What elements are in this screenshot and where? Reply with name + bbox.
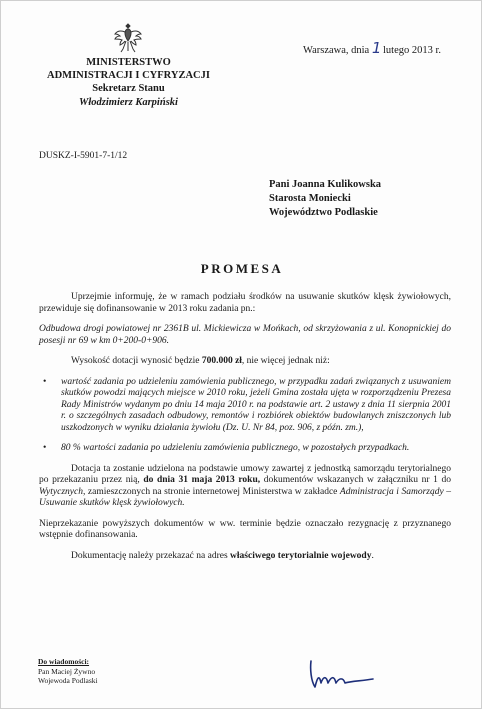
conditions-list	[39, 377, 451, 455]
handwritten-signature	[301, 653, 391, 693]
cc-line-2: Wojewoda Podlaski	[38, 676, 98, 685]
intro-paragraph: Uprzejmie informuję, że w ramach podziału środków na usuwanie skutków klęsk żywiołowych, przewiduje się dofinansowanie w 2013 roku zadania pn.:	[39, 292, 451, 314]
amount-text-after: , nie więcej jednak niż:	[241, 356, 330, 366]
submission-text-after: .	[371, 550, 374, 561]
amount-text-before: Wysokość dotacji wynosić będzie	[71, 356, 202, 366]
bullet-icon: •	[43, 376, 47, 387]
ministry-name-line1: MINISTERSTWO	[86, 57, 171, 68]
recipient-office: Starosta Moniecki	[269, 193, 351, 204]
sender-block	[31, 56, 226, 109]
date-suffix: lutego 2013 r.	[383, 45, 442, 56]
deadline-text-a: Dotacja ta zostanie udzielona na podstawie umowy zawartej z jednostką samorządu terytorialnego po przekazaniu przez nią,	[39, 463, 451, 485]
submission-text-before: Dokumentację należy przekazać na adres	[71, 550, 231, 561]
polish-eagle-emblem-icon	[113, 21, 143, 57]
list-item	[39, 377, 451, 435]
cc-block	[38, 657, 98, 686]
document-title: PROMESA	[200, 261, 284, 276]
list-item	[39, 443, 451, 455]
recipient-name: Pani Joanna Kulikowska	[269, 179, 382, 190]
task-description: Odbudowa drogi powiatowej nr 2361B ul. Mickiewicza w Mońkach, od skrzyżowania z ul. Konopnickiej do posesji nr 69 w km 0+200-0+906.	[39, 324, 451, 346]
sender-name: Włodzimierz Karpiński	[79, 96, 178, 108]
submission-paragraph	[39, 551, 451, 563]
guidelines-name: Wytycznych,	[39, 486, 86, 497]
place-date	[303, 39, 441, 57]
ministry-name-line2: ADMINISTRACJI I CYFRYZACJI	[47, 70, 210, 82]
condition-text: wartość zadania po udzieleniu zamówienia publicznego, w przypadku zadań związanych z usuwaniem skutków powodzi mających miejsce w 2010 roku, jeżeli Gmina została ujęta w rozporządzeniu Prezesa Rady Ministrów wydanym po dniu 14 maja 2010 r. na podstawie art. 2 ustawy z dnia 11 sierpnia 2001 r. o szczególnych zasadach odbudowy, remontów i rozbiórek obiektów budowlanych zniszczonych lub uszkodzonych w wyniku działania żywiołu (Dz. U. Nr 84, poz. 906, z późn. zm.),	[61, 376, 451, 433]
deadline-text-b: dokumentów wskazanych w załączniku nr 1 do	[260, 475, 451, 485]
submission-recipient: właściwego terytorialnie wojewody	[230, 550, 372, 561]
deadline-text-c: zamieszczonych na stronie internetowej Ministerstwa w zakładce	[85, 486, 340, 497]
cc-title: Do wiadomości:	[38, 657, 90, 666]
date-prefix: Warszawa, dnia	[303, 45, 370, 56]
reference-number: DUSKZ-I-5901-7-1/12	[39, 151, 128, 161]
resignation-paragraph: Nieprzekazanie powyższych dokumentów w ww. terminie będzie oznaczało rezygnację z przyznanego wstępnie dofinansowania.	[39, 518, 451, 540]
deadline-paragraph	[39, 464, 451, 510]
recipient-block	[269, 178, 381, 220]
deadline-date: do dnia 31 maja 2013 roku,	[143, 475, 261, 485]
letter-body	[39, 292, 451, 571]
bullet-icon: •	[43, 443, 47, 453]
date-day-handwritten: 1	[371, 39, 381, 57]
cc-line-1: Pan Maciej Żywno	[38, 666, 96, 676]
sender-position: Sekretarz Stanu	[92, 83, 165, 95]
website-section-name: Administracja i Samorządy – Usuwanie skutków klęsk żywiołowych.	[39, 486, 451, 508]
condition-text: 80 % wartości zadania po udzieleniu zamówienia publicznego, w pozostałych przypadkach.	[61, 443, 410, 453]
recipient-region: Województwo Podlaskie	[269, 207, 378, 218]
amount-paragraph	[39, 356, 451, 368]
amount-value: 700.000 zł	[201, 356, 242, 366]
